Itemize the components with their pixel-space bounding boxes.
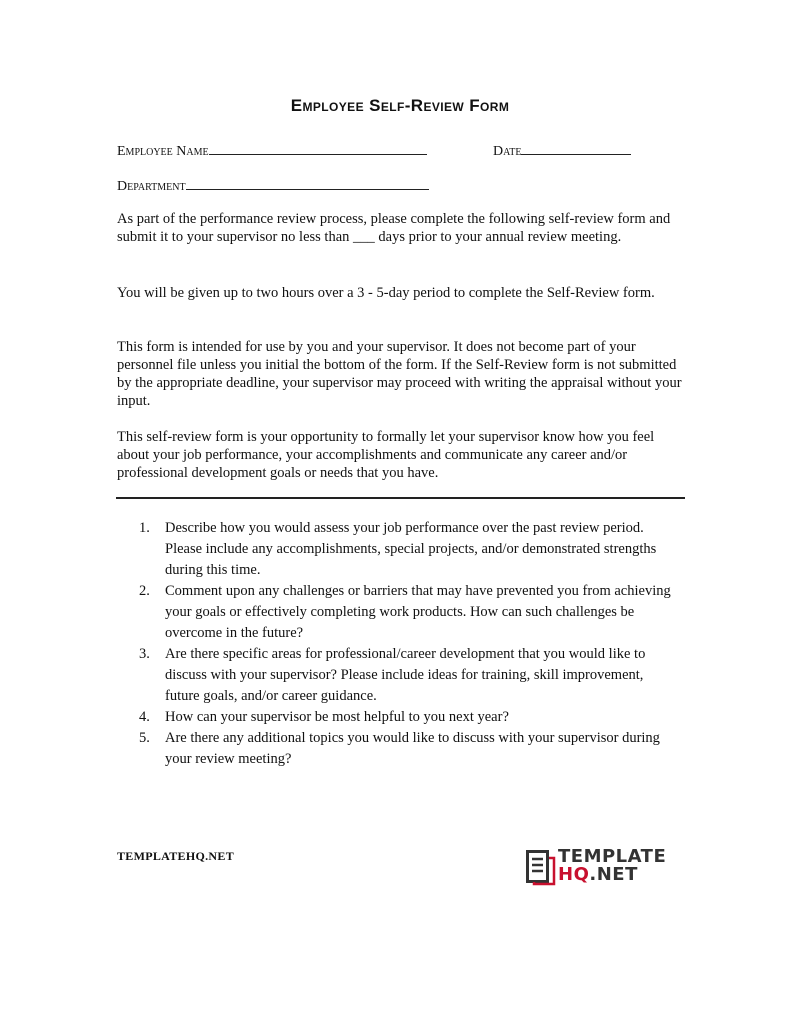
intro-paragraph: As part of the performance review process, please complete the following self-review form and submit it to your supervisor no less than ___ days prior to your annual review meeting. xyxy=(117,211,671,245)
date-field[interactable] xyxy=(521,141,631,155)
question-number: 2. xyxy=(139,583,150,599)
list-item xyxy=(117,581,677,644)
question-number: 5. xyxy=(139,730,150,746)
employee-name-field[interactable] xyxy=(209,141,427,155)
question-text: Describe how you would assess your job performance over the past review period. Please include any accomplishments, special projects, and/or demonstrated strengths during this time. xyxy=(165,520,657,578)
page-title: Employee Self-Review Form xyxy=(290,96,510,115)
logo-net: .NET xyxy=(589,864,638,885)
question-list xyxy=(117,518,677,770)
opportunity-paragraph: This self-review form is your opportunity to formally let your supervisor know how you feel about your job performance, your accomplishments and communicate any career and/or professional development goals or needs that you have. xyxy=(117,429,655,481)
list-item xyxy=(117,518,677,581)
time-paragraph: You will be given up to two hours over a 3 - 5-day period to complete the Self-Review form. xyxy=(117,285,655,301)
date-row xyxy=(493,141,631,161)
employee-name-row xyxy=(117,141,427,161)
question-text: Comment upon any challenges or barriers that may have prevented you from achieving your goals or effectively completing work products. How can such challenges be overcome in the future? xyxy=(165,583,671,641)
list-item xyxy=(117,644,677,707)
list-item xyxy=(117,707,677,728)
logo-line2 xyxy=(558,866,666,884)
question-text: How can your supervisor be most helpful to you next year? xyxy=(165,709,509,725)
logo-line1: TEMPLATE xyxy=(558,846,667,867)
question-text: Are there specific areas for professional/career development that you would like to discuss with your supervisor? Please include ideas for training, skill improvement, future goals, and/or career guidance. xyxy=(165,646,646,704)
employee-name-label: Employee Name xyxy=(117,144,209,159)
list-item xyxy=(117,728,677,770)
department-row xyxy=(117,176,429,196)
footer-site-text: TEMPLATEHQ.NET xyxy=(117,849,234,863)
usage-paragraph: This form is intended for use by you and your supervisor. It does not become part of your personnel file unless you initial the bottom of the form. If the Self-Review form is not submitted by the appropriate deadline, your supervisor may proceed with writing the appraisal without your input. xyxy=(117,339,682,409)
question-number: 1. xyxy=(139,520,150,536)
document-stack-icon xyxy=(526,850,556,886)
question-number: 4. xyxy=(139,709,150,725)
question-text: Are there any additional topics you would like to discuss with your supervisor during your review meeting? xyxy=(165,730,660,767)
date-label: Date xyxy=(493,144,522,159)
templatehq-logo xyxy=(526,848,676,888)
department-label: Department xyxy=(117,179,186,194)
logo-wordmark xyxy=(558,848,666,884)
department-field[interactable] xyxy=(186,176,429,190)
logo-hq: HQ xyxy=(558,864,590,885)
section-divider xyxy=(116,497,685,499)
question-number: 3. xyxy=(139,646,150,662)
